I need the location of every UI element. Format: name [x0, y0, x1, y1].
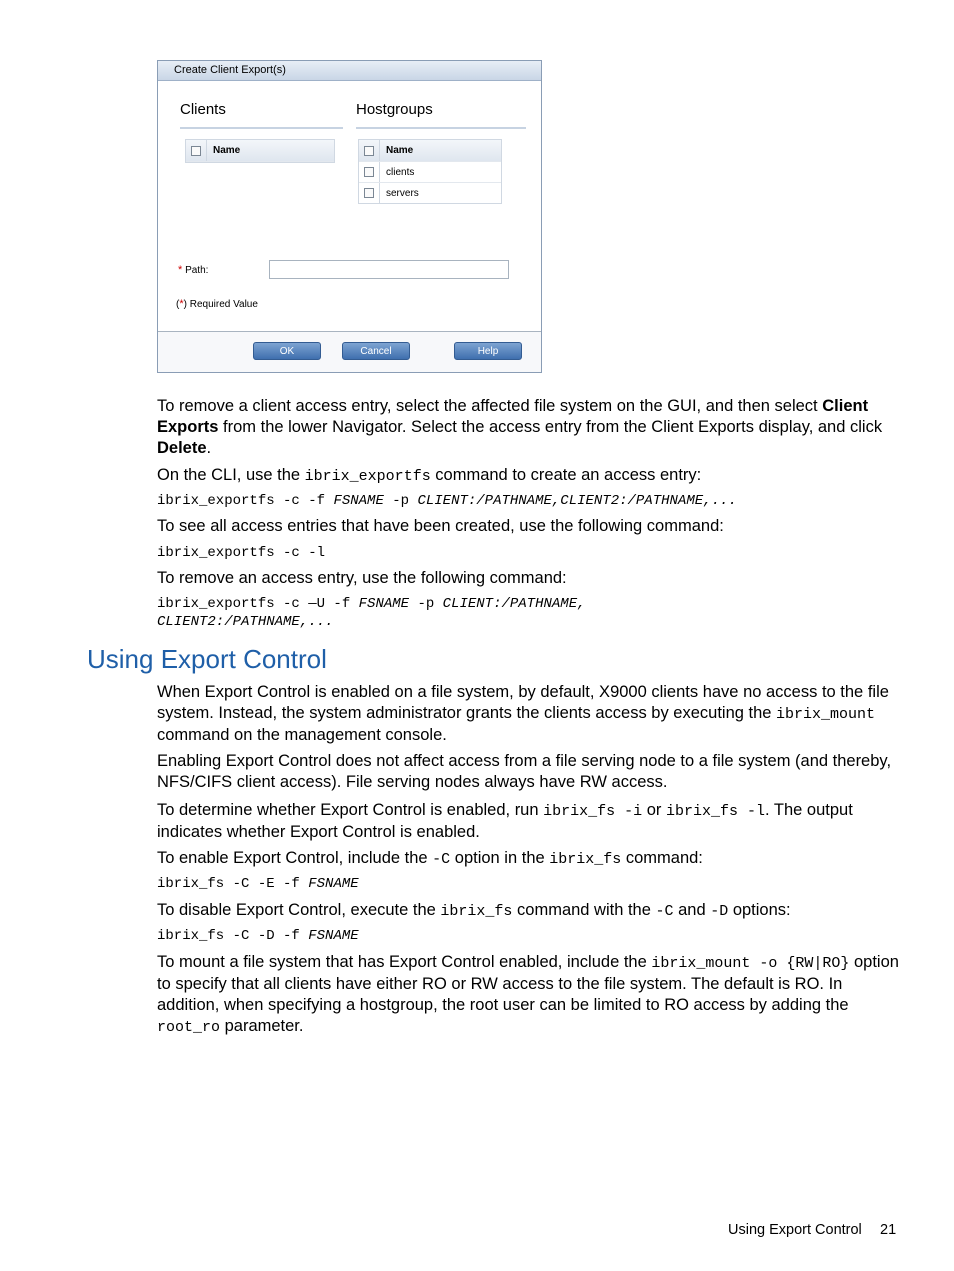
remove-access-paragraph: To remove a client access entry, select the affected file system on the GUI, and then select Client Exports from the lower Navigator. Select the access entry from the Client Exports display, and click Delete. — [157, 397, 883, 457]
required-value-note: (*) Required Value — [176, 298, 258, 310]
path-label-text: Path: — [185, 265, 209, 276]
enable-paragraph: To enable Export Control, include the -C option in the ibrix_fs command: — [157, 849, 703, 868]
export-control-effect-paragraph: Enabling Export Control does not affect access from a file serving node to a file system (and thereby, NFS/CIFS client access). File serving nodes always have RW access. — [157, 752, 892, 791]
path-input[interactable] — [269, 260, 509, 279]
disable-command: ibrix_fs -C -D -f FSNAME — [157, 928, 359, 944]
cancel-button[interactable]: Cancel — [342, 342, 410, 360]
dialog-footer — [158, 331, 541, 372]
hostgroup-row-servers[interactable] — [359, 183, 501, 203]
dialog-title: Create Client Export(s) — [158, 61, 541, 81]
section-heading: Using Export Control — [87, 644, 327, 674]
hostgroups-select-all-checkbox[interactable] — [364, 146, 374, 156]
help-button[interactable]: Help — [454, 342, 522, 360]
clients-panel-header: Clients — [180, 101, 343, 129]
determine-enabled-paragraph: To determine whether Export Control is enabled, run ibrix_fs -i or ibrix_fs -l. The output indicates whether Export Control is enabled. — [157, 801, 853, 841]
required-marker: * — [179, 298, 184, 310]
hostgroup-checkbox-servers[interactable] — [364, 188, 374, 198]
hostgroup-checkbox-clients[interactable] — [364, 167, 374, 177]
clients-grid-header — [186, 140, 334, 162]
disable-paragraph: To disable Export Control, execute the ibrix_fs command with the -C and -D options: — [157, 901, 791, 920]
page-number: 21 — [880, 1222, 897, 1238]
footer-section-title: Using Export Control — [728, 1222, 862, 1238]
hostgroups-name-column[interactable]: Name — [386, 145, 414, 156]
enable-command: ibrix_fs -C -E -f FSNAME — [157, 876, 359, 892]
create-client-exports-dialog — [157, 60, 542, 373]
clients-name-column[interactable]: Name — [213, 145, 241, 156]
mount-paragraph: To mount a file system that has Export Control enabled, include the ibrix_mount -o {RW|RO} option to specify that all clients have either RO or RW access to the file system. The default is RO. In addition, when specifying a hostgroup, the root user can be limited to RO access by adding the root_ro parameter. — [157, 953, 899, 1036]
ok-button[interactable]: OK — [253, 342, 321, 360]
required-marker: * — [178, 264, 183, 276]
create-command: ibrix_exportfs -c -f FSNAME -p CLIENT:/PATHNAME,CLIENT2:/PATHNAME,... — [157, 493, 737, 509]
hostgroup-row-clients[interactable] — [359, 162, 501, 183]
list-entries-paragraph: To see all access entries that have been created, use the following command: — [157, 517, 724, 535]
export-control-intro-paragraph: When Export Control is enabled on a file system, by default, X9000 clients have no access to the file system. Instead, the system administrator grants the clients access by executing the ibrix_mount command on the management console. — [157, 683, 889, 744]
hostgroup-name: clients — [386, 166, 415, 178]
list-command: ibrix_exportfs -c -l — [157, 545, 326, 561]
hostgroups-grid-header — [359, 140, 501, 162]
hostgroup-name: servers — [386, 187, 419, 199]
remove-command: ibrix_exportfs -c —U -f FSNAME -p CLIENT:/PATHNAME, CLIENT2:/PATHNAME,... — [157, 596, 586, 630]
path-label — [178, 264, 208, 276]
clients-grid — [185, 139, 335, 163]
cli-create-paragraph: On the CLI, use the ibrix_exportfs command to create an access entry: — [157, 466, 702, 485]
clients-select-all-checkbox[interactable] — [191, 146, 201, 156]
hostgroups-panel-header: Hostgroups — [356, 101, 526, 129]
remove-entry-paragraph: To remove an access entry, use the following command: — [157, 569, 567, 587]
hostgroups-grid — [358, 139, 502, 204]
